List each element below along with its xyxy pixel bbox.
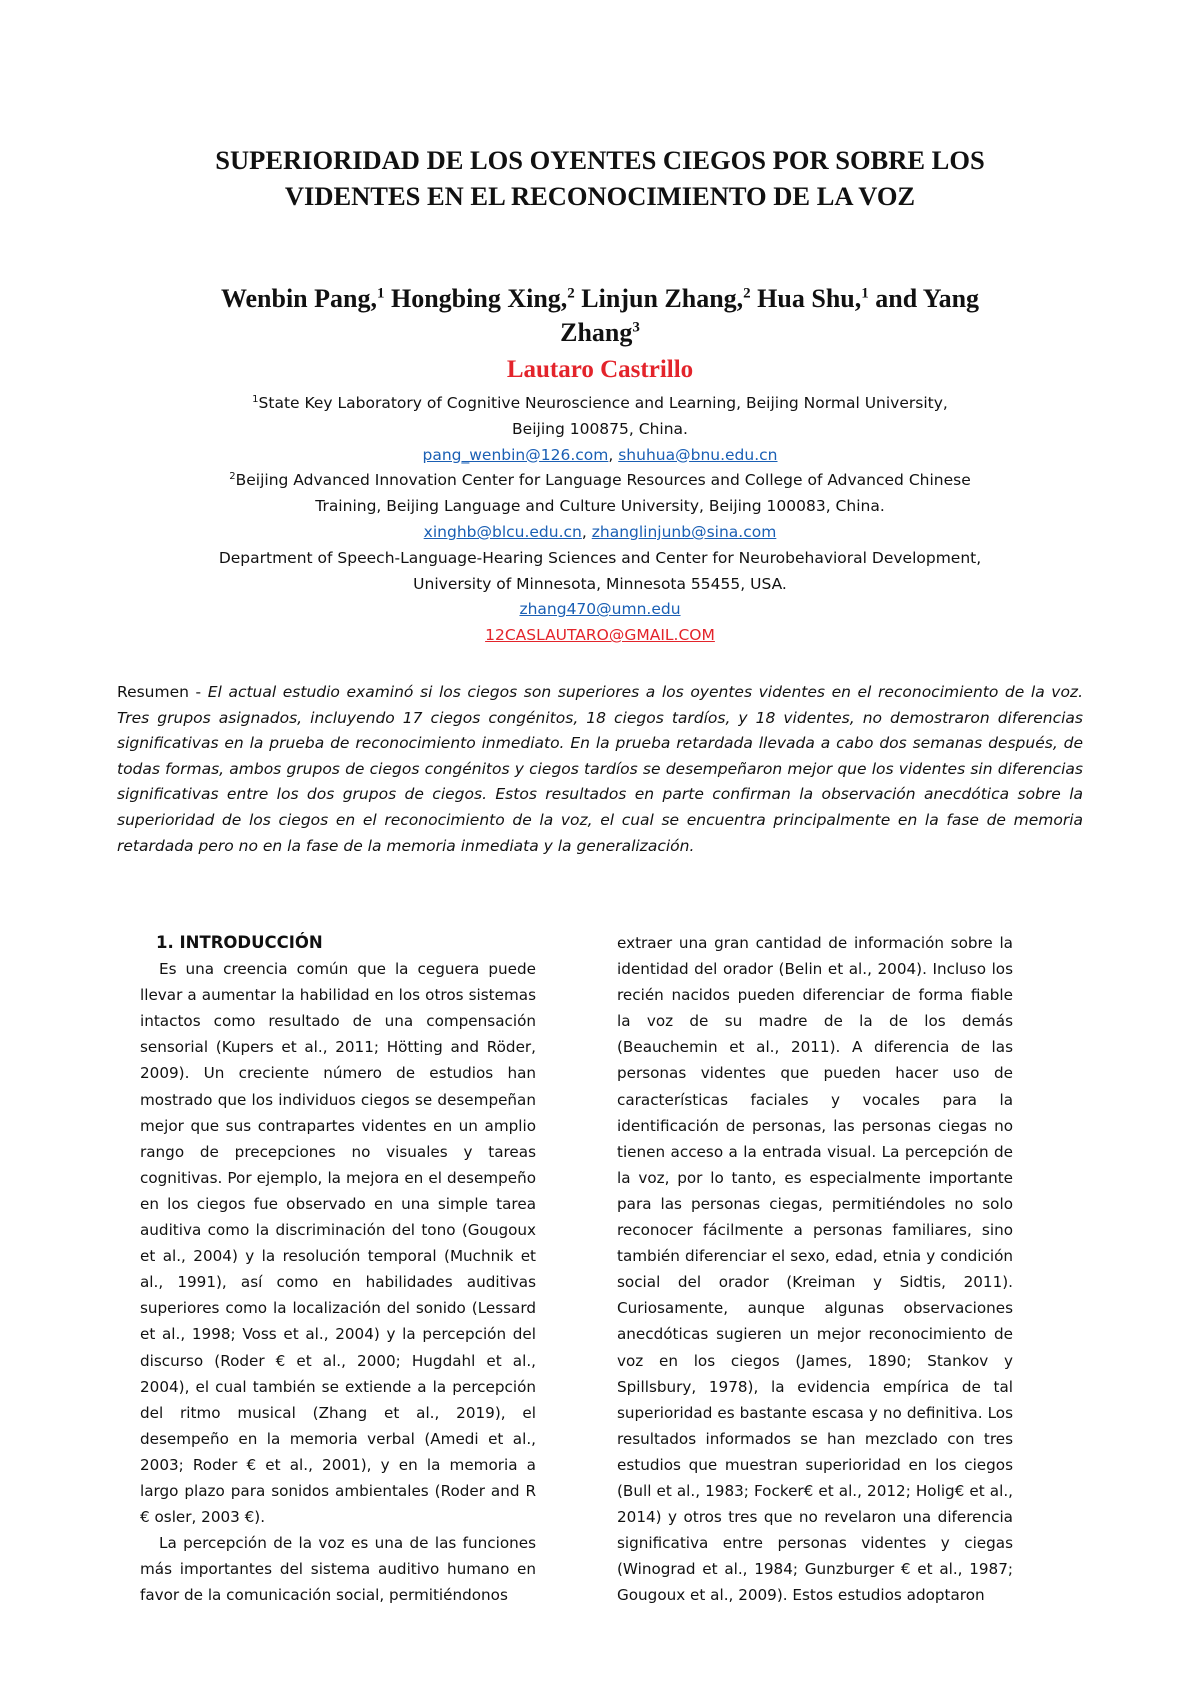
- affiliations: [120, 391, 1080, 649]
- author-name: Hongbing Xing,: [384, 284, 568, 313]
- section-heading: 1. INTRODUCCIÓN: [156, 933, 323, 952]
- affiliation-1-line-1: $^1$State Key Laboratory of Cognitive Neuroscience and Learning, Beijing Normal University,: [252, 393, 948, 412]
- affiliation-marker: 3: [632, 319, 640, 336]
- affiliation-marker: 1: [377, 285, 385, 302]
- abstract: [117, 680, 1083, 859]
- author-line-2: [120, 316, 1080, 350]
- paragraph: Es una creencia común que la ceguera puede llevar a aumentar la habilidad en los otros sistemas intactos como resultado de una compensación sensorial (Kupers et al., 2011; Hötting and Röder, 2009). Un creciente número de estudios han mostrado que los individuos ciegos se desempeñan mejor que sus contrapartes videntes en un amplio rango de precepciones no visuales y tareas cognitivas. Por ejemplo, la mejora en el desempeño en los ciegos fue observado en una simple tarea auditiva como la discriminación del tono (Gougoux et al., 2004) y la resolución temporal (Muchnik et al., 1991), así como en habilidades auditivas superiores como la localización del sonido (Lessard et al., 1998; Voss et al., 2004) y la percepción del discurso (Roder € et al., 2000; Hugdahl et al., 2004), el cual también se extiende a la percepción del ritmo musical (Zhang et al., 2019), el desempeño en la memoria verbal (Amedi et al., 2003; Roder € et al., 2001), y en la memoria a largo plazo para sonidos ambientales (Roder and R € osler, 2003 €).: [140, 960, 536, 1527]
- author-list: [120, 282, 1080, 350]
- affiliation-marker: 2: [743, 285, 751, 302]
- email-link[interactable]: zhang470@umn.edu: [519, 600, 681, 619]
- email-link[interactable]: zhanglinjunb@sina.com: [591, 522, 777, 541]
- affiliation-2-line-1: $^2$Beijing Advanced Innovation Center for Language Resources and College of Advanced Chinese: [229, 471, 971, 490]
- affiliation-marker: 2: [567, 285, 575, 302]
- affiliation-1-line-2: Beijing 100875, China.: [512, 419, 688, 438]
- highlighted-author-name: Lautaro Castrillo: [506, 356, 694, 383]
- affiliation-1-emails: pang_wenbin@126.com, shuhua@bnu.edu.cn: [422, 445, 778, 464]
- author-name: and Yang: [868, 284, 980, 313]
- email-link[interactable]: xinghb@blcu.edu.cn: [423, 522, 582, 541]
- author-name: Hua Shu,: [750, 284, 862, 313]
- title-line-2: VIDENTES EN EL RECONOCIMIENTO DE LA VOZ: [284, 181, 916, 211]
- paragraph: La percepción de la voz es una de las funciones más importantes del sistema auditivo humano en favor de la comunicación social, permitiéndonos: [140, 1534, 536, 1605]
- abstract-body: El actual estudio examinó si los ciegos son superiores a los oyentes videntes en el reconocimiento de la voz. Tres grupos asignados, incluyendo 17 ciegos congénitos, 18 ciegos tardíos, y 18 videntes, no demostraron diferencias significativas en la prueba de reconocimiento inmediato. En la prueba retardada llevada a cabo dos semanas después, de todas formas, ambos grupos de ciegos congénitos y ciegos tardíos se desempeñaron mejor que los videntes sin diferencias significativas entre los dos grupos de ciegos. Estos resultados en parte confirman la observación anecdótica sobre la superioridad de los ciegos en el reconocimiento de la voz, el cual se encuentra principalmente en la fase de memoria retardada pero no en la fase de la memoria inmediata y la generalización.: [117, 683, 1083, 855]
- extra-email: [120, 623, 1080, 649]
- left-column: [140, 930, 536, 1608]
- right-column: [617, 930, 1013, 1608]
- author-name: Wenbin Pang,: [220, 284, 377, 313]
- author-name: Zhang: [560, 318, 633, 347]
- email-link[interactable]: pang_wenbin@126.com: [422, 445, 609, 464]
- title-line-1: SUPERIORIDAD DE LOS OYENTES CIEGOS POR SOBRE LOS: [215, 145, 985, 175]
- email-link[interactable]: shuhua@bnu.edu.cn: [618, 445, 778, 464]
- affiliation-marker: 1: [861, 285, 869, 302]
- affiliation-2-line-2: Training, Beijing Language and Culture University, Beijing 100083, China.: [315, 497, 885, 516]
- author-name: Linjun Zhang,: [574, 284, 744, 313]
- affiliation-3-line-2: University of Minnesota, Minnesota 55455, USA.: [413, 574, 787, 593]
- paragraph: extraer una gran cantidad de información sobre la identidad del orador (Belin et al., 2004). Incluso los recién nacidos pueden diferenciar de forma fiable la voz de su madre de la de los demás (Beauchemin et al., 2011). A diferencia de las personas videntes que pueden hacer uso de características faciales y vocales para la identificación de personas, las personas ciegas no tienen acceso a la entrada visual. La percepción de la voz, por lo tanto, es especialmente importante para las personas ciegas, permitiéndoles no solo reconocer fácilmente a personas familiares, sino también diferenciar el sexo, edad, etnia y condición social del orador (Kreiman y Sidtis, 2011). Curiosamente, aunque algunas observaciones anecdóticas sugieren un mejor reconocimiento de voz en los ciegos (James, 1890; Stankov y Spillsbury, 1978), la evidencia empírica de tal superioridad es bastante escasa y no definitiva. Los resultados informados se han mezclado con tres estudios que muestran superioridad en los ciegos (Bull et al., 1983; Focker€ et al., 2012; Holig€ et al., 2014) y otros tres que no revelaron una diferencia significativa entre personas videntes y ciegas (Winograd et al., 1984; Gunzburger € et al., 1987; Gougoux et al., 2009). Estos estudios adoptaron: [617, 934, 1013, 1605]
- email-link[interactable]: 12CASLAUTARO@GMAIL.COM: [485, 626, 715, 645]
- author-line-1: [120, 282, 1080, 316]
- affiliation-marker: 1: [252, 393, 259, 405]
- affiliation-2-emails: xinghb@blcu.edu.cn, zhanglinjunb@sina.com: [423, 522, 777, 541]
- paper-title: [130, 142, 1070, 214]
- affiliation-3-emails: [120, 597, 1080, 623]
- affiliation-marker: 2: [229, 471, 236, 483]
- abstract-lead: Resumen -: [117, 683, 208, 701]
- affiliation-3-line-1: Department of Speech-Language-Hearing Sciences and Center for Neurobehavioral Development,: [218, 548, 982, 567]
